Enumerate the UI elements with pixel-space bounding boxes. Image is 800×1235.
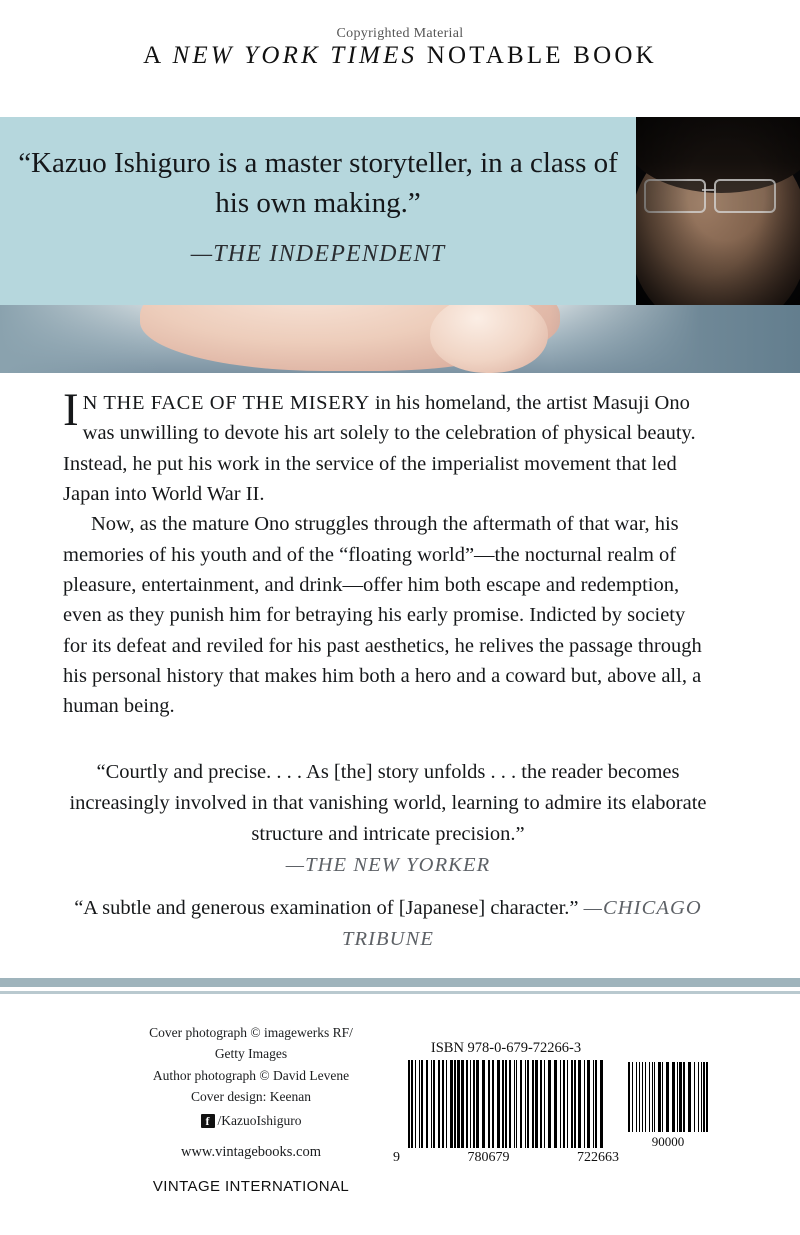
cover-photo-right-gradient bbox=[550, 305, 800, 373]
barcode-bar bbox=[560, 1060, 561, 1148]
barcode-bar bbox=[563, 1060, 565, 1148]
barcode-bar bbox=[658, 1062, 661, 1132]
barcode-bar bbox=[488, 1060, 490, 1148]
facebook-handle: /KazuoIshiguro bbox=[217, 1113, 302, 1129]
barcode-bar bbox=[683, 1062, 685, 1132]
barcode-bar bbox=[632, 1062, 633, 1132]
description-paragraph-2: Now, as the mature Ono struggles through the aftermath of that war, his memories of his youth and of the “floating world”—the nocturnal realm of pleasure, entertainment, and drink—offer him both escape and redemption, even as they punish him for betraying his early promise. Indicted by society for its defeat and reviled for his past aesthetics, he relives the passage through his personal history that makes him both a hero and a coward but, above all, a human being. bbox=[63, 513, 702, 718]
book-description bbox=[63, 384, 713, 722]
barcode-bar bbox=[470, 1060, 471, 1148]
praise-source-1: —THE NEW YORKER bbox=[285, 854, 491, 877]
barcode-bar bbox=[438, 1060, 440, 1148]
barcode-bar bbox=[446, 1060, 447, 1148]
barcode-bar bbox=[694, 1062, 695, 1132]
barcode-bar bbox=[662, 1062, 663, 1132]
isbn-addon-barcode bbox=[628, 1062, 708, 1132]
barcode-bar bbox=[639, 1062, 640, 1132]
cover-photo-finger bbox=[430, 305, 548, 373]
facebook-icon: f bbox=[201, 1114, 215, 1128]
isbn-digit-group-2: 722663 bbox=[577, 1150, 619, 1165]
barcode-bar bbox=[520, 1060, 522, 1148]
barcode-bar bbox=[516, 1060, 517, 1148]
barcode-bar bbox=[698, 1062, 699, 1132]
barcode-bar bbox=[642, 1062, 643, 1132]
barcode-bar bbox=[706, 1062, 708, 1132]
barcode-bar bbox=[548, 1060, 551, 1148]
barcode-bar bbox=[540, 1060, 542, 1148]
praise-quote-1: “Courtly and precise. . . . As [the] story unfolds . . . the reader becomes increasingly involved in that vanishing world, learning to admire its elaborate structure and intricate precision.” bbox=[69, 761, 707, 846]
barcode-bar bbox=[688, 1062, 691, 1132]
description-paragraph-1-rest: in his homeland, the artist Masuji Ono was unwilling to devote his art solely to the celebration of physical beauty. Instead, he put his work in the service of the imperialist movement that led Japan into World War II. bbox=[63, 392, 696, 505]
barcode-bar bbox=[497, 1060, 500, 1148]
barcode-bar bbox=[654, 1062, 655, 1132]
praise-quote-2: “A subtle and generous examination of [Japanese] character.” bbox=[74, 897, 584, 919]
barcode-bar bbox=[666, 1062, 669, 1132]
barcode-bar bbox=[461, 1060, 464, 1148]
barcode-bar bbox=[492, 1060, 494, 1148]
isbn-barcode-digits bbox=[393, 1150, 619, 1166]
isbn-barcode bbox=[408, 1060, 604, 1148]
barcode-bar bbox=[703, 1062, 705, 1132]
barcode-bar bbox=[514, 1060, 515, 1148]
credit-line-3: Author photograph © David Levene bbox=[152, 1067, 350, 1083]
publisher-website[interactable]: www.vintagebooks.com bbox=[180, 1143, 321, 1160]
cover-photo-strip bbox=[0, 305, 800, 373]
barcode-bar bbox=[509, 1060, 511, 1148]
author-photo bbox=[636, 117, 800, 305]
cover-photo-left-gradient bbox=[0, 305, 160, 373]
divider-thin bbox=[0, 991, 800, 994]
barcode-bar bbox=[574, 1060, 576, 1148]
barcode-bar bbox=[450, 1060, 453, 1148]
description-paragraph-1 bbox=[63, 384, 713, 509]
barcode-bar bbox=[433, 1060, 435, 1148]
barcode-bar bbox=[442, 1060, 444, 1148]
barcode-bar bbox=[595, 1060, 597, 1148]
award-line-prefix: A bbox=[143, 42, 173, 69]
barcode-bar bbox=[411, 1060, 413, 1148]
barcode-bar bbox=[652, 1062, 653, 1132]
isbn-digit-prefix: 9 bbox=[393, 1150, 400, 1165]
credit-line-1: Cover photograph © imagewerks RF/ bbox=[149, 1025, 353, 1040]
barcode-bar bbox=[482, 1060, 485, 1148]
barcode-bar bbox=[527, 1060, 529, 1148]
barcode-bar bbox=[677, 1062, 678, 1132]
divider-thick bbox=[0, 978, 800, 987]
barcode-bar bbox=[571, 1060, 573, 1148]
barcode-bar bbox=[431, 1060, 432, 1148]
barcode-bar bbox=[578, 1060, 581, 1148]
isbn-addon-value: 90000 bbox=[651, 1134, 685, 1149]
barcode-bar bbox=[544, 1060, 545, 1148]
copyright-notice-top: Copyrighted Material bbox=[336, 26, 464, 41]
description-opening-smallcaps: N THE FACE OF THE MISERY bbox=[82, 392, 370, 414]
hero-quote: “Kazuo Ishiguro is a master storyteller, in a class of his own making.” bbox=[18, 147, 618, 220]
barcode-bar bbox=[593, 1060, 594, 1148]
barcode-bar bbox=[587, 1060, 590, 1148]
barcode-bar bbox=[454, 1060, 456, 1148]
award-line bbox=[0, 42, 800, 70]
barcode-bar bbox=[701, 1062, 702, 1132]
barcode-bar bbox=[567, 1060, 568, 1148]
praise-source-2: —CHICAGO TRIBUNE bbox=[342, 897, 702, 951]
isbn-digit-group-1: 780679 bbox=[467, 1150, 510, 1165]
credit-line-4: Cover design: Keenan bbox=[191, 1088, 311, 1104]
barcode-bar bbox=[473, 1060, 475, 1148]
award-line-suffix: NOTABLE BOOK bbox=[417, 42, 657, 69]
barcode-bar bbox=[457, 1060, 460, 1148]
isbn-label: ISBN 978-0-679-72266-3 bbox=[430, 1040, 582, 1056]
barcode-bar bbox=[600, 1060, 603, 1148]
barcode-bar bbox=[672, 1062, 675, 1132]
credit-line-2: Getty Images bbox=[214, 1046, 288, 1062]
drop-cap: I bbox=[63, 384, 79, 436]
barcode-bar bbox=[679, 1062, 682, 1132]
barcode-bar bbox=[415, 1060, 416, 1148]
barcode-bar bbox=[502, 1060, 504, 1148]
imprint-name: VINTAGE INTERNATIONAL bbox=[152, 1178, 350, 1195]
award-line-publication: NEW YORK TIMES bbox=[172, 42, 418, 69]
hero-quote-attribution: —THE INDEPENDENT bbox=[190, 241, 446, 267]
credits-block bbox=[118, 1022, 384, 1164]
barcode-bar bbox=[554, 1060, 557, 1148]
barcode-bar bbox=[426, 1060, 428, 1148]
barcode-bar bbox=[532, 1060, 534, 1148]
barcode-bar bbox=[645, 1062, 646, 1132]
barcode-bar bbox=[466, 1060, 468, 1148]
barcode-bar bbox=[636, 1062, 637, 1132]
hero-quote-band bbox=[0, 117, 800, 305]
praise-block-1 bbox=[63, 757, 713, 882]
barcode-bar bbox=[505, 1060, 507, 1148]
facebook-handle-line[interactable] bbox=[118, 1110, 384, 1131]
author-photo-vignette bbox=[636, 117, 800, 305]
praise-block-2 bbox=[63, 893, 713, 955]
barcode-bar bbox=[628, 1062, 630, 1132]
barcode-bar bbox=[584, 1060, 585, 1148]
barcode-bar bbox=[421, 1060, 423, 1148]
barcode-bar bbox=[419, 1060, 420, 1148]
barcode-bar bbox=[535, 1060, 538, 1148]
barcode-bar bbox=[408, 1060, 410, 1148]
barcode-bar bbox=[476, 1060, 479, 1148]
barcode-bar bbox=[649, 1062, 650, 1132]
barcode-bar bbox=[525, 1060, 526, 1148]
